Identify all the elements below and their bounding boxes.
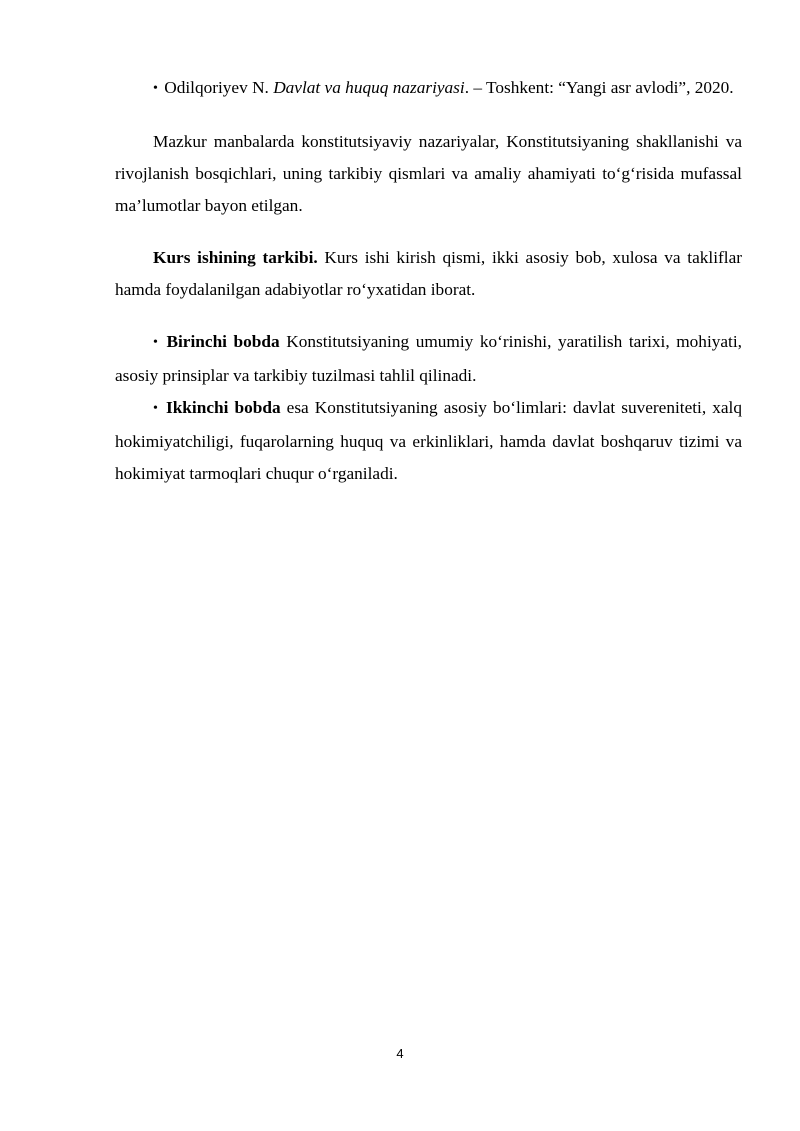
- chapter-two-text: esa Konstitutsiyaning asosiy bo‘limlari: davlat suvereniteti, xalq hokimiyatchiligi, fuqarolarning huquq va erkinliklari, hamda davlat boshqaruv tizimi va hokimiyat tarmoqlari chuqur o‘rganiladi.: [115, 398, 742, 483]
- bullet-icon: •: [153, 335, 158, 350]
- bullet-icon: •: [153, 81, 158, 96]
- chapter-two-lead: Ikkinchi bobda: [165, 398, 281, 417]
- chapter-one-item: [115, 326, 742, 392]
- structure-text: Kurs ishi kirish qismi, ikki asosiy bob, xulosa va takliflar hamda foydalanilgan adabiyotlar ro‘yxatidan iborat.: [115, 248, 742, 299]
- reference-author: Odilqoriyev N.: [164, 78, 274, 97]
- reference-item: [115, 72, 742, 106]
- chapter-two-item: [115, 392, 742, 490]
- sources-paragraph: Mazkur manbalarda konstitutsiyaviy nazariyalar, Konstitutsiyaning shakllanishi va rivojlanish bosqichlari, uning tarkibiy qismlari va amaliy ahamiyati to‘g‘risida mufassal ma’lumotlar bayon etilgan.: [115, 132, 742, 215]
- chapter-one-lead: Birinchi bobda: [166, 332, 280, 351]
- chapter-one-text: Konstitutsiyaning umumiy ko‘rinishi, yaratilish tarixi, mohiyati, asosiy prinsiplar va tarkibiy tuzilmasi tahlil qilinadi.: [115, 332, 742, 385]
- page-number: 4: [396, 1046, 404, 1061]
- bullet-icon: •: [153, 401, 158, 416]
- reference-publisher: . – Toshkent: “Yangi asr avlodi”, 2020.: [464, 78, 734, 97]
- structure-paragraph: [115, 242, 742, 306]
- structure-heading: Kurs ishining tarkibi.: [153, 248, 318, 267]
- reference-title: Davlat va huquq nazariyasi: [273, 78, 465, 97]
- document-page: [115, 72, 742, 490]
